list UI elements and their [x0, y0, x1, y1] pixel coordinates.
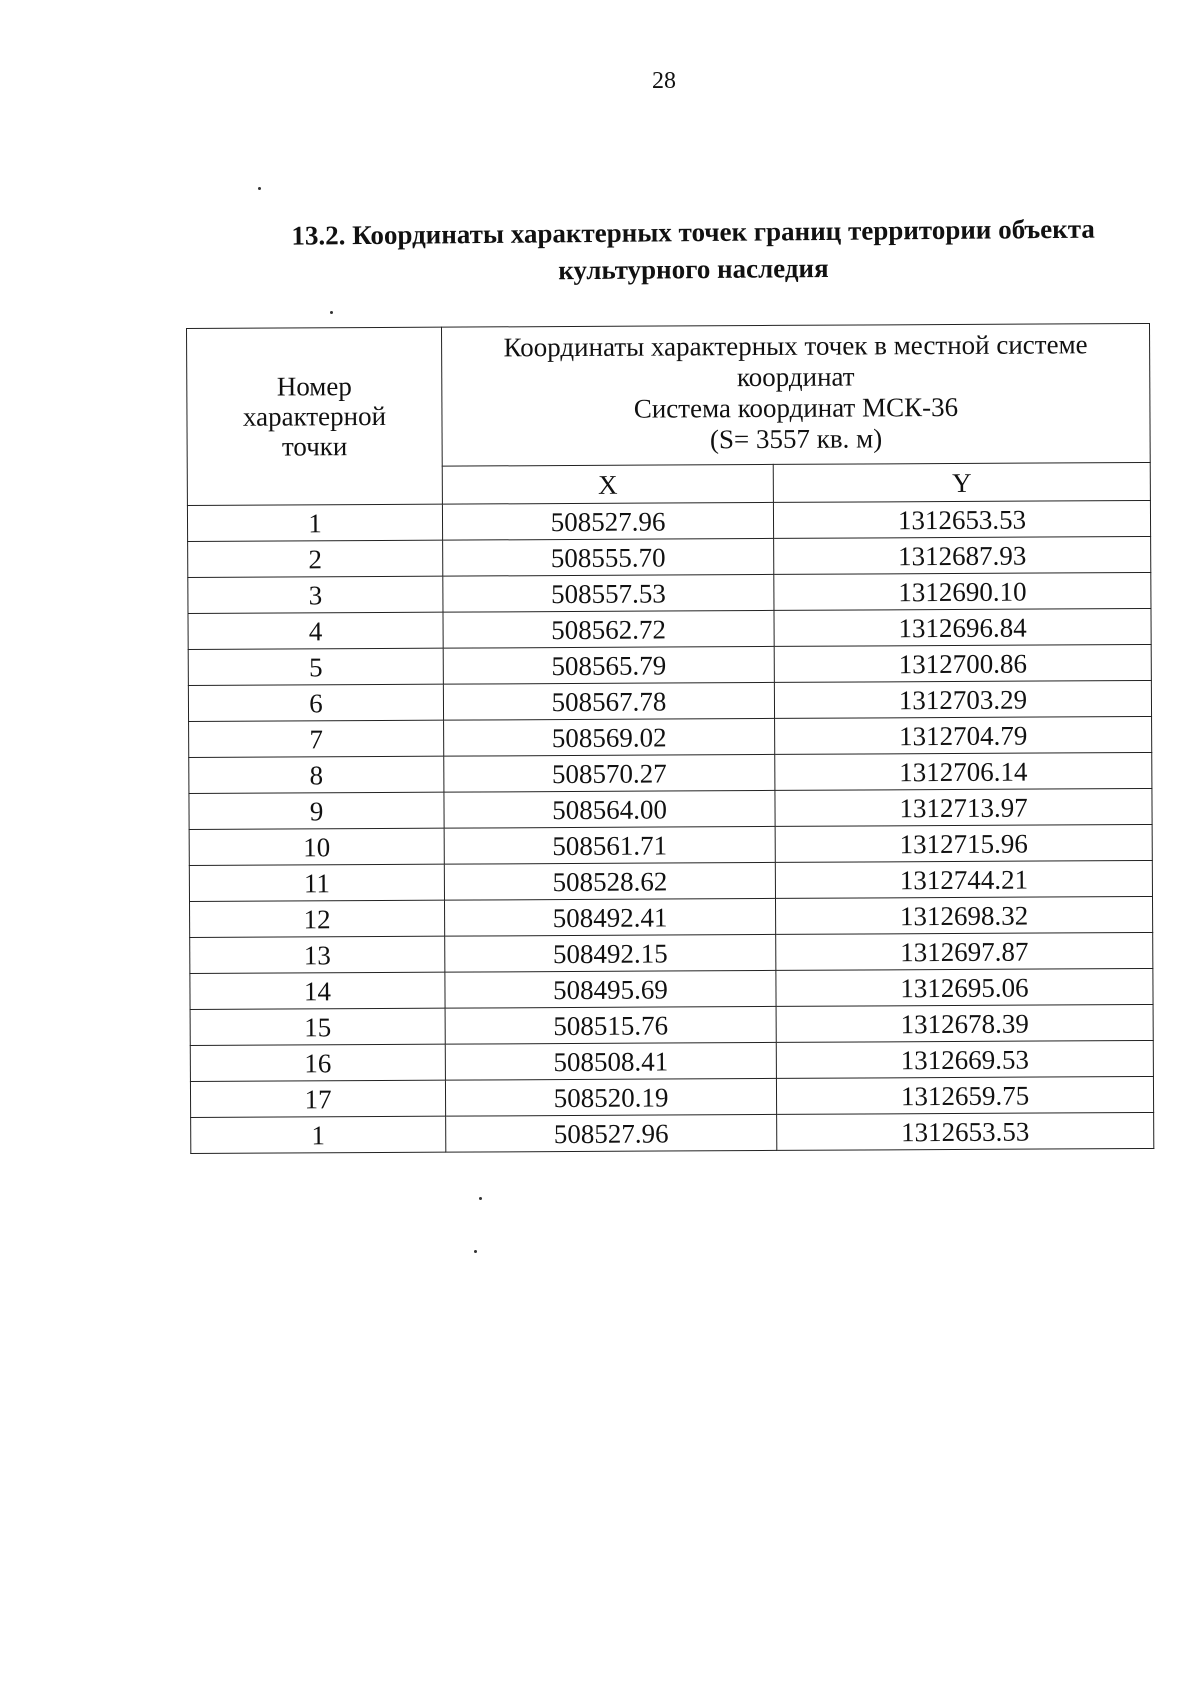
x-coordinate-cell: 508492.41	[444, 898, 775, 936]
x-coordinate-cell: 508567.78	[443, 682, 774, 720]
table-row	[190, 968, 1153, 1009]
table-row	[190, 1040, 1153, 1081]
table-row	[189, 788, 1152, 829]
y-coordinate-cell: 1312653.53	[773, 500, 1150, 538]
y-coordinate-cell: 1312653.53	[777, 1112, 1154, 1150]
table-row	[188, 536, 1151, 577]
header-point-line: Номер	[276, 371, 352, 402]
x-coordinate-cell: 508555.70	[443, 538, 774, 576]
x-coordinate-cell: 508561.71	[444, 826, 775, 864]
point-number-cell: 15	[190, 1008, 445, 1045]
x-coordinate-cell: 508527.96	[442, 502, 773, 540]
x-coordinate-cell: 508564.00	[444, 790, 775, 828]
y-coordinate-cell: 1312703.29	[774, 680, 1151, 718]
point-number-cell: 11	[189, 864, 444, 901]
x-coordinate-cell: 508520.19	[445, 1078, 776, 1116]
table-row	[189, 824, 1152, 865]
header-coords-line: Система координат МСК-36	[633, 392, 959, 424]
table-row	[188, 644, 1151, 685]
point-number-cell: 13	[190, 936, 445, 973]
x-coordinate-cell: 508492.15	[445, 934, 776, 972]
header-coords-line: координат	[736, 361, 855, 393]
table-body	[187, 500, 1153, 1153]
x-coordinate-cell: 508528.62	[444, 862, 775, 900]
table-row	[190, 932, 1153, 973]
header-coords-line: Координаты характерных точек в местной системе	[503, 329, 1088, 363]
point-number-cell: 12	[190, 900, 445, 937]
table-row	[189, 860, 1152, 901]
y-coordinate-cell: 1312697.87	[776, 932, 1153, 970]
table-row	[188, 680, 1151, 721]
y-coordinate-cell: 1312669.53	[776, 1040, 1153, 1078]
section-heading-line-1: 13.2. Координаты характерных точек границ территории объекта	[291, 213, 1095, 251]
header-coords-line: (S= 3557 кв. м)	[709, 423, 883, 455]
x-coordinate-cell: 508508.41	[445, 1042, 776, 1080]
scan-speck	[474, 1250, 477, 1253]
table-row	[188, 608, 1151, 649]
x-coordinate-cell: 508569.02	[444, 718, 775, 756]
x-coordinate-cell: 508495.69	[445, 970, 776, 1008]
x-coordinate-cell: 508527.96	[446, 1114, 777, 1152]
y-coordinate-cell: 1312687.93	[774, 536, 1151, 574]
point-number-cell: 7	[189, 720, 444, 757]
header-coordinates	[441, 323, 1150, 466]
y-coordinate-cell: 1312695.06	[776, 968, 1153, 1006]
point-number-cell: 17	[190, 1080, 445, 1117]
y-coordinate-cell: 1312678.39	[776, 1004, 1153, 1042]
coordinates-table-container	[186, 323, 1154, 1154]
point-number-cell: 10	[189, 828, 444, 865]
y-coordinate-cell: 1312713.97	[775, 788, 1152, 826]
header-point-line: точки	[281, 431, 348, 462]
y-coordinate-cell: 1312659.75	[776, 1076, 1153, 1114]
y-coordinate-cell: 1312700.86	[774, 644, 1151, 682]
header-x: X	[442, 465, 773, 504]
point-number-cell: 16	[190, 1044, 445, 1081]
point-number-cell: 6	[188, 684, 443, 721]
point-number-cell: 8	[189, 756, 444, 793]
coordinates-table	[186, 323, 1154, 1154]
x-coordinate-cell: 508562.72	[443, 610, 774, 648]
table-row	[190, 1004, 1153, 1045]
point-number-cell: 5	[188, 648, 443, 685]
header-point-number	[187, 327, 443, 505]
table-row	[189, 752, 1152, 793]
table-row	[188, 572, 1151, 613]
point-number-cell: 1	[191, 1116, 446, 1153]
page-number: 28	[652, 68, 676, 94]
y-coordinate-cell: 1312696.84	[774, 608, 1151, 646]
x-coordinate-cell: 508565.79	[443, 646, 774, 684]
x-coordinate-cell: 508557.53	[443, 574, 774, 612]
y-coordinate-cell: 1312698.32	[775, 896, 1152, 934]
header-y: Y	[773, 463, 1150, 503]
y-coordinate-cell: 1312690.10	[774, 572, 1151, 610]
header-point-line: характерной	[242, 400, 387, 432]
scan-speck	[479, 1197, 482, 1200]
table-row	[189, 716, 1152, 757]
table-row	[190, 1076, 1153, 1117]
table-row	[187, 500, 1150, 541]
table-row	[191, 1112, 1154, 1153]
y-coordinate-cell: 1312704.79	[775, 716, 1152, 754]
point-number-cell: 14	[190, 972, 445, 1009]
x-coordinate-cell: 508570.27	[444, 754, 775, 792]
section-heading-line-2: культурного наследия	[558, 252, 829, 286]
point-number-cell: 3	[188, 576, 443, 613]
y-coordinate-cell: 1312744.21	[775, 860, 1152, 898]
scan-speck	[258, 187, 261, 190]
y-coordinate-cell: 1312706.14	[775, 752, 1152, 790]
table-row	[190, 896, 1153, 937]
point-number-cell: 1	[187, 504, 442, 541]
point-number-cell: 4	[188, 612, 443, 649]
y-coordinate-cell: 1312715.96	[775, 824, 1152, 862]
x-coordinate-cell: 508515.76	[445, 1006, 776, 1044]
scan-speck	[330, 311, 333, 314]
point-number-cell: 2	[188, 540, 443, 577]
point-number-cell: 9	[189, 792, 444, 829]
section-heading	[250, 210, 1137, 292]
